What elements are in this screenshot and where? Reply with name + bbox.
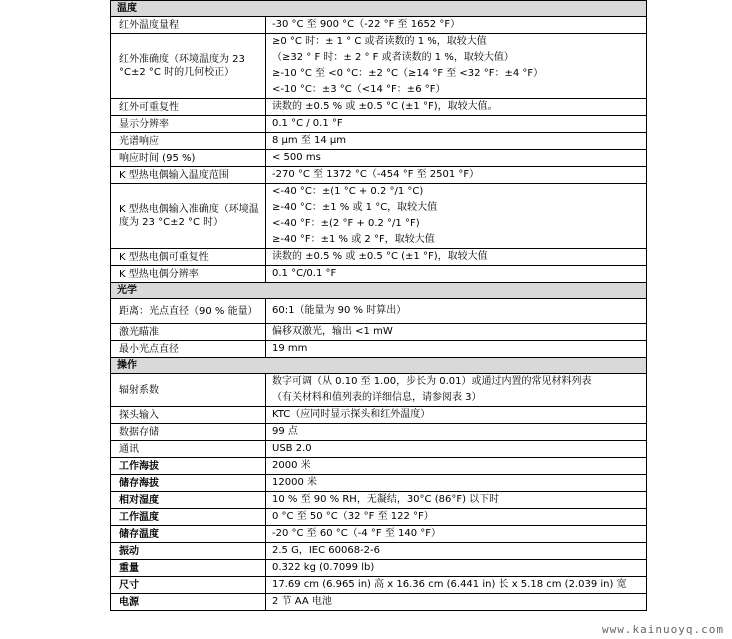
spec-value bbox=[266, 441, 647, 458]
spec-value-line: 10 % 至 90 % RH，无凝结，30°C (86°F) 以下时 bbox=[272, 494, 500, 505]
spec-value-line: ≥-40 °C：±1 % 或 1 °C，取较大值 bbox=[272, 202, 438, 213]
spec-label: K 型热电偶分辨率 bbox=[111, 266, 266, 283]
watermark: www.kainuoyq.com bbox=[602, 623, 724, 636]
spec-label: 距离：光点直径（90 % 能量） bbox=[111, 299, 266, 324]
spec-value-line: 2000 米 bbox=[272, 460, 311, 471]
section-header-row bbox=[111, 283, 647, 299]
spec-row bbox=[111, 475, 647, 492]
spec-row bbox=[111, 167, 647, 184]
spec-row bbox=[111, 266, 647, 283]
section-header-row bbox=[111, 1, 647, 17]
spec-value-line: （有关材料和值列表的详细信息，请参阅表 3） bbox=[272, 392, 482, 403]
spec-value-line: USB 2.0 bbox=[272, 443, 312, 454]
spec-label: 重量 bbox=[111, 560, 266, 577]
spec-value bbox=[266, 560, 647, 577]
spec-label: 红外可重复性 bbox=[111, 99, 266, 116]
spec-value bbox=[266, 594, 647, 611]
spec-value-line: -270 °C 至 1372 °C（-454 °F 至 2501 °F） bbox=[272, 169, 480, 180]
spec-label: 电源 bbox=[111, 594, 266, 611]
section-header-row bbox=[111, 358, 647, 374]
spec-row bbox=[111, 133, 647, 150]
spec-row bbox=[111, 150, 647, 167]
spec-label: K 型热电偶输入准确度（环境温度为 23 °C±2 °C 时） bbox=[111, 184, 266, 249]
spec-value-line: 2 节 AA 电池 bbox=[272, 596, 332, 607]
spec-value bbox=[266, 184, 647, 249]
spec-label: 最小光点直径 bbox=[111, 341, 266, 358]
spec-value-line: 偏移双激光，输出 <1 mW bbox=[272, 326, 393, 337]
spec-value bbox=[266, 424, 647, 441]
spec-row bbox=[111, 594, 647, 611]
spec-row bbox=[111, 560, 647, 577]
spec-value bbox=[266, 526, 647, 543]
spec-value-line: 8 µm 至 14 µm bbox=[272, 135, 347, 146]
spec-row bbox=[111, 324, 647, 341]
spec-label: K 型热电偶输入温度范围 bbox=[111, 167, 266, 184]
section-title: 光学 bbox=[111, 283, 647, 299]
spec-row bbox=[111, 341, 647, 358]
spec-label: K 型热电偶可重复性 bbox=[111, 249, 266, 266]
spec-value-line: 0.1 °C/0.1 °F bbox=[272, 268, 337, 279]
spec-value-line: ≥-10 °C 至 <0 °C：±2 °C（≥14 °F 至 <32 °F：±4 °F） bbox=[272, 68, 544, 79]
spec-value-line: 19 mm bbox=[272, 343, 308, 354]
spec-value bbox=[266, 492, 647, 509]
spec-label: 工作海拔 bbox=[111, 458, 266, 475]
spec-label: 振动 bbox=[111, 543, 266, 560]
spec-value bbox=[266, 17, 647, 34]
spec-value-line: 17.69 cm (6.965 in) 高 x 16.36 cm (6.441 in) 长 x 5.18 cm (2.039 in) 宽 bbox=[272, 579, 627, 590]
spec-value bbox=[266, 458, 647, 475]
spec-value bbox=[266, 34, 647, 99]
spec-value bbox=[266, 133, 647, 150]
spec-row bbox=[111, 492, 647, 509]
spec-value bbox=[266, 543, 647, 560]
spec-value bbox=[266, 167, 647, 184]
spec-row bbox=[111, 526, 647, 543]
spec-value bbox=[266, 407, 647, 424]
spec-table-body bbox=[111, 1, 647, 611]
spec-row bbox=[111, 249, 647, 266]
spec-row bbox=[111, 407, 647, 424]
spec-value-line: <-40 °C：±(1 °C + 0.2 °/1 °C) bbox=[272, 186, 424, 197]
spec-row bbox=[111, 99, 647, 116]
spec-label: 探头输入 bbox=[111, 407, 266, 424]
spec-value-line: <-10 °C：±3 °C（<14 °F：±6 °F） bbox=[272, 84, 446, 95]
spec-row bbox=[111, 374, 647, 407]
spec-row bbox=[111, 424, 647, 441]
spec-value-line: -20 °C 至 60 °C（-4 °F 至 140 °F） bbox=[272, 528, 442, 539]
spec-value bbox=[266, 475, 647, 492]
spec-label: 红外准确度（环境温度为 23 °C±2 °C 时的几何校正） bbox=[111, 34, 266, 99]
spec-row bbox=[111, 509, 647, 526]
spec-row bbox=[111, 17, 647, 34]
spec-value-line: 0.322 kg (0.7099 lb) bbox=[272, 562, 375, 573]
spec-value-line: -30 °C 至 900 °C（-22 °F 至 1652 °F） bbox=[272, 19, 461, 30]
spec-label: 数据存储 bbox=[111, 424, 266, 441]
spec-label: 储存海拔 bbox=[111, 475, 266, 492]
spec-value-line: （≥32 ° F 时：± 2 ° F 或者读数的 1 %，取较大值） bbox=[272, 52, 514, 63]
spec-label: 响应时间 (95 %) bbox=[111, 150, 266, 167]
spec-value-line: KTC（应同时显示探头和红外温度） bbox=[272, 409, 431, 420]
spec-label: 激光瞄准 bbox=[111, 324, 266, 341]
spec-row bbox=[111, 299, 647, 324]
section-title: 操作 bbox=[111, 358, 647, 374]
spec-value-line: 数字可调（从 0.10 至 1.00，步长为 0.01）或通过内置的常见材料列表 bbox=[272, 376, 592, 387]
spec-value-line: 读数的 ±0.5 % 或 ±0.5 °C (±1 °F)，取较大值 bbox=[272, 251, 488, 262]
spec-value bbox=[266, 577, 647, 594]
spec-row bbox=[111, 116, 647, 133]
spec-value-line: 0.1 °C / 0.1 °F bbox=[272, 118, 343, 129]
spec-label: 尺寸 bbox=[111, 577, 266, 594]
spec-value-line: ≥-40 °F：±1 % 或 2 °F，取较大值 bbox=[272, 234, 435, 245]
spec-label: 辐射系数 bbox=[111, 374, 266, 407]
spec-value-line: < 500 ms bbox=[272, 152, 321, 163]
spec-value-line: 0 °C 至 50 °C（32 °F 至 122 °F） bbox=[272, 511, 434, 522]
spec-table bbox=[110, 0, 647, 611]
spec-label: 相对湿度 bbox=[111, 492, 266, 509]
spec-row bbox=[111, 34, 647, 99]
spec-value bbox=[266, 150, 647, 167]
spec-value-line: 2.5 G，IEC 60068-2-6 bbox=[272, 545, 381, 556]
spec-row bbox=[111, 184, 647, 249]
spec-value bbox=[266, 99, 647, 116]
spec-value bbox=[266, 116, 647, 133]
section-title: 温度 bbox=[111, 1, 647, 17]
spec-row bbox=[111, 441, 647, 458]
spec-value bbox=[266, 509, 647, 526]
spec-label: 红外温度量程 bbox=[111, 17, 266, 34]
spec-value bbox=[266, 299, 647, 324]
spec-value bbox=[266, 374, 647, 407]
spec-label: 通讯 bbox=[111, 441, 266, 458]
spec-value bbox=[266, 249, 647, 266]
spec-value bbox=[266, 266, 647, 283]
spec-value-line: <-40 °F：±(2 °F + 0.2 °/1 °F) bbox=[272, 218, 420, 229]
spec-label: 光谱响应 bbox=[111, 133, 266, 150]
spec-value-line: 读数的 ±0.5 % 或 ±0.5 °C (±1 °F)，取较大值。 bbox=[272, 101, 498, 112]
spec-label: 储存温度 bbox=[111, 526, 266, 543]
spec-row bbox=[111, 577, 647, 594]
spec-value-line: 60:1（能量为 90 % 时算出） bbox=[272, 305, 407, 316]
spec-value-line: ≥0 °C 时：± 1 ° C 或者读数的 1 %，取较大值 bbox=[272, 36, 487, 47]
spec-value-line: 99 点 bbox=[272, 426, 298, 437]
spec-row bbox=[111, 458, 647, 475]
spec-value-line: 12000 米 bbox=[272, 477, 317, 488]
spec-value bbox=[266, 324, 647, 341]
spec-label: 工作温度 bbox=[111, 509, 266, 526]
spec-value bbox=[266, 341, 647, 358]
spec-label: 显示分辨率 bbox=[111, 116, 266, 133]
spec-row bbox=[111, 543, 647, 560]
